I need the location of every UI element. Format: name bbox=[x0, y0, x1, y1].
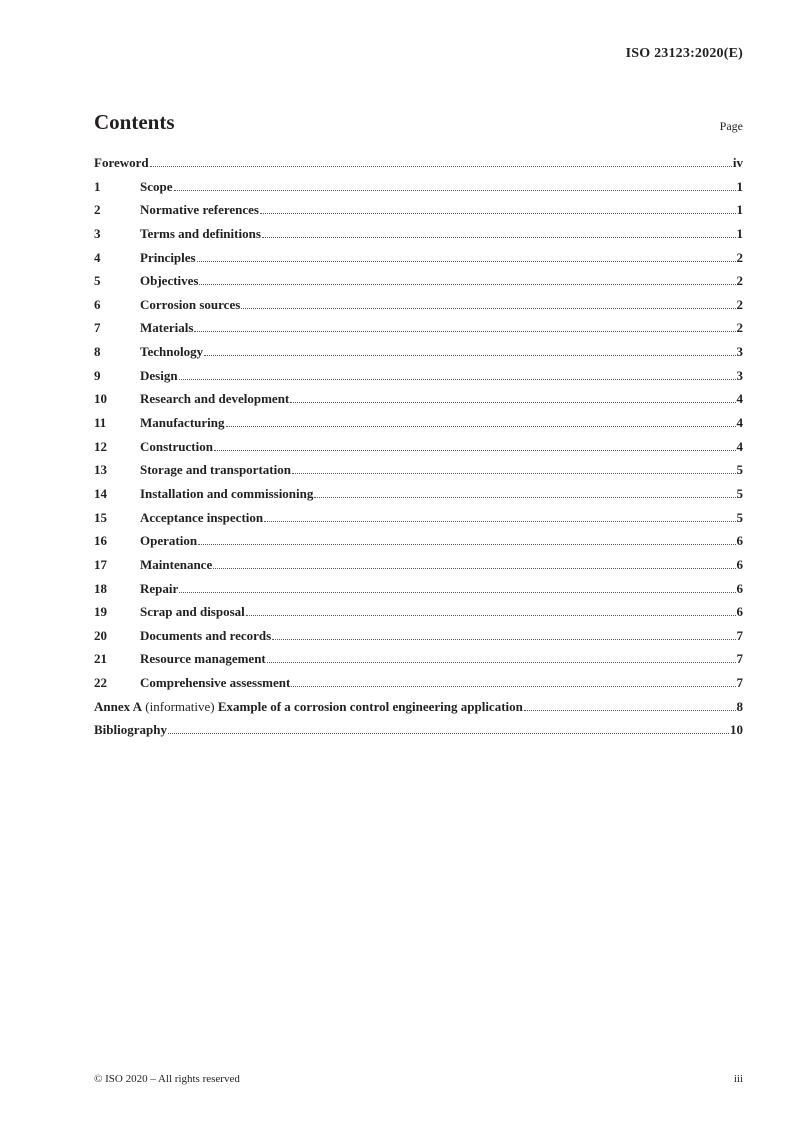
toc-entry-number: 5 bbox=[94, 273, 101, 289]
toc-entry-page: 1 bbox=[736, 202, 743, 218]
toc-entry[interactable] bbox=[94, 250, 743, 274]
toc-entry-label: Operation bbox=[140, 533, 198, 549]
dot-leader bbox=[291, 685, 735, 687]
toc-entry-label: Storage and transportation bbox=[140, 462, 291, 478]
toc-entry[interactable] bbox=[94, 675, 743, 699]
toc-entry[interactable] bbox=[94, 202, 743, 226]
toc-entry[interactable] bbox=[94, 179, 743, 203]
dot-leader bbox=[260, 212, 736, 214]
toc-entry-page: 5 bbox=[736, 485, 743, 501]
toc-entry-label: Objectives bbox=[140, 273, 199, 289]
toc-entry-page: 3 bbox=[736, 367, 743, 383]
toc-entry-number: 7 bbox=[94, 320, 101, 336]
table-of-contents bbox=[94, 155, 743, 746]
toc-entry[interactable] bbox=[94, 344, 743, 368]
toc-entry-label: Documents and records bbox=[140, 627, 272, 643]
annex-qualifier: (informative) bbox=[145, 698, 215, 714]
dot-leader bbox=[290, 401, 735, 403]
toc-entry-number: 19 bbox=[94, 604, 107, 620]
toc-entry-label: Design bbox=[140, 367, 178, 383]
toc-entry-page: 7 bbox=[736, 675, 743, 691]
toc-entry-page: 4 bbox=[736, 415, 743, 431]
toc-entry-number: 12 bbox=[94, 438, 107, 454]
toc-entry-page: 4 bbox=[736, 391, 743, 407]
toc-entry-number: 21 bbox=[94, 651, 107, 667]
toc-entry-label: Resource management bbox=[140, 651, 266, 667]
toc-entry-number: 4 bbox=[94, 249, 101, 265]
toc-entry-number: 18 bbox=[94, 580, 107, 596]
toc-entry-label: Maintenance bbox=[140, 556, 213, 572]
toc-entry[interactable] bbox=[94, 651, 743, 675]
toc-entry-page: 6 bbox=[736, 556, 743, 572]
copyright-notice: © ISO 2020 – All rights reserved bbox=[94, 1073, 240, 1085]
annex-prefix: Annex A bbox=[94, 698, 143, 714]
toc-entry-label: Comprehensive assessment bbox=[140, 675, 291, 691]
dot-leader bbox=[214, 449, 736, 451]
page-number: iii bbox=[733, 1073, 743, 1085]
toc-entry[interactable] bbox=[94, 628, 743, 652]
dot-leader bbox=[524, 709, 736, 711]
dot-leader bbox=[241, 307, 735, 309]
toc-entry-page: 6 bbox=[736, 580, 743, 596]
toc-entry-label: Technology bbox=[140, 344, 204, 360]
toc-entry[interactable] bbox=[94, 581, 743, 605]
toc-entry-number: 10 bbox=[94, 391, 107, 407]
standard-id: ISO 23123:2020(E) bbox=[625, 46, 743, 61]
toc-entry-page: 5 bbox=[736, 462, 743, 478]
dot-leader bbox=[314, 496, 735, 498]
dot-leader bbox=[168, 732, 729, 734]
toc-entry[interactable] bbox=[94, 320, 743, 344]
dot-leader bbox=[246, 614, 736, 616]
page-title: Contents bbox=[94, 110, 175, 134]
toc-entry-number: 9 bbox=[94, 367, 101, 383]
toc-entry-label: Principles bbox=[140, 249, 196, 265]
toc-entry-label: Construction bbox=[140, 438, 213, 454]
toc-entry-number: 16 bbox=[94, 533, 107, 549]
dot-leader bbox=[292, 472, 736, 474]
toc-entry-page: 2 bbox=[736, 249, 743, 265]
dot-leader bbox=[199, 283, 735, 285]
dot-leader bbox=[179, 591, 735, 593]
toc-entry-label: Research and development bbox=[140, 391, 290, 407]
toc-entry-number: 11 bbox=[94, 415, 107, 431]
dot-leader bbox=[174, 189, 736, 191]
toc-entry-page: iv bbox=[732, 155, 743, 170]
toc-entry[interactable] bbox=[94, 368, 743, 392]
toc-entry-number: 1 bbox=[94, 178, 101, 194]
dot-leader bbox=[194, 330, 735, 332]
toc-entry-page: 5 bbox=[736, 509, 743, 525]
page-column-label: Page bbox=[719, 119, 743, 133]
toc-entry-number: 13 bbox=[94, 462, 107, 478]
dot-leader bbox=[179, 378, 736, 380]
dot-leader bbox=[262, 236, 736, 238]
toc-entry-page: 2 bbox=[736, 296, 743, 312]
toc-entry-number: 22 bbox=[94, 675, 107, 691]
toc-entry-number: 14 bbox=[94, 485, 107, 501]
toc-entry-page: 4 bbox=[736, 438, 743, 454]
dot-leader bbox=[267, 661, 736, 663]
toc-entry-page: 6 bbox=[736, 604, 743, 620]
toc-entry-page: 10 bbox=[730, 722, 743, 738]
toc-entry[interactable] bbox=[94, 226, 743, 250]
toc-entry-number: 2 bbox=[94, 202, 101, 218]
toc-entry-page: 7 bbox=[736, 651, 743, 667]
toc-entry-page: 7 bbox=[736, 627, 743, 643]
toc-entry-label: Manufacturing bbox=[140, 415, 225, 431]
toc-entry-label: Normative references bbox=[140, 202, 259, 218]
toc-entry-page: 2 bbox=[736, 273, 743, 289]
toc-entry-label: Corrosion sources bbox=[140, 296, 241, 312]
toc-entry-page: 3 bbox=[736, 344, 743, 360]
dot-leader bbox=[213, 567, 735, 569]
toc-entry-label: Materials bbox=[140, 320, 194, 336]
dot-leader bbox=[264, 520, 735, 522]
toc-entry[interactable] bbox=[94, 486, 743, 510]
toc-entry-number: 3 bbox=[94, 225, 101, 241]
toc-entry-label: Scope bbox=[140, 178, 173, 194]
toc-entry-number: 8 bbox=[94, 344, 101, 360]
toc-entry-page: 2 bbox=[736, 320, 743, 336]
annex-title: Example of a corrosion control engineering application bbox=[217, 698, 523, 714]
toc-entry[interactable] bbox=[94, 510, 743, 534]
toc-entry-page: 1 bbox=[736, 178, 743, 194]
toc-entry-label: Repair bbox=[140, 580, 179, 596]
toc-entry-annex-a[interactable] bbox=[94, 699, 743, 723]
toc-entry-page: 1 bbox=[736, 225, 743, 241]
toc-entry[interactable] bbox=[94, 415, 743, 439]
toc-entry-label: Bibliography bbox=[94, 722, 167, 738]
toc-entry-label: Installation and commissioning bbox=[140, 485, 314, 501]
dot-leader bbox=[226, 425, 736, 427]
toc-entry[interactable] bbox=[94, 557, 743, 581]
dot-leader bbox=[198, 543, 735, 545]
dot-leader bbox=[150, 165, 732, 167]
toc-entry-foreword[interactable] bbox=[94, 155, 743, 179]
toc-entry[interactable] bbox=[94, 439, 743, 463]
toc-entry-label: Foreword bbox=[94, 155, 149, 170]
toc-entry-bibliography[interactable] bbox=[94, 722, 743, 746]
toc-entry-label: Scrap and disposal bbox=[140, 604, 245, 620]
toc-entry[interactable] bbox=[94, 533, 743, 557]
toc-entry-label: Terms and definitions bbox=[140, 225, 261, 241]
toc-entry[interactable] bbox=[94, 297, 743, 321]
toc-entry-number: 6 bbox=[94, 296, 101, 312]
dot-leader bbox=[204, 354, 735, 356]
dot-leader bbox=[272, 638, 735, 640]
toc-entry-label: Acceptance inspection bbox=[140, 509, 264, 525]
toc-entry[interactable] bbox=[94, 604, 743, 628]
toc-entry-number: 20 bbox=[94, 627, 107, 643]
toc-entry[interactable] bbox=[94, 391, 743, 415]
toc-entry-page: 8 bbox=[736, 698, 743, 714]
toc-entry-number: 17 bbox=[94, 556, 107, 572]
toc-entry[interactable] bbox=[94, 462, 743, 486]
toc-entry[interactable] bbox=[94, 273, 743, 297]
toc-entry-number: 15 bbox=[94, 509, 107, 525]
toc-entry-page: 6 bbox=[736, 533, 743, 549]
dot-leader bbox=[197, 260, 736, 262]
